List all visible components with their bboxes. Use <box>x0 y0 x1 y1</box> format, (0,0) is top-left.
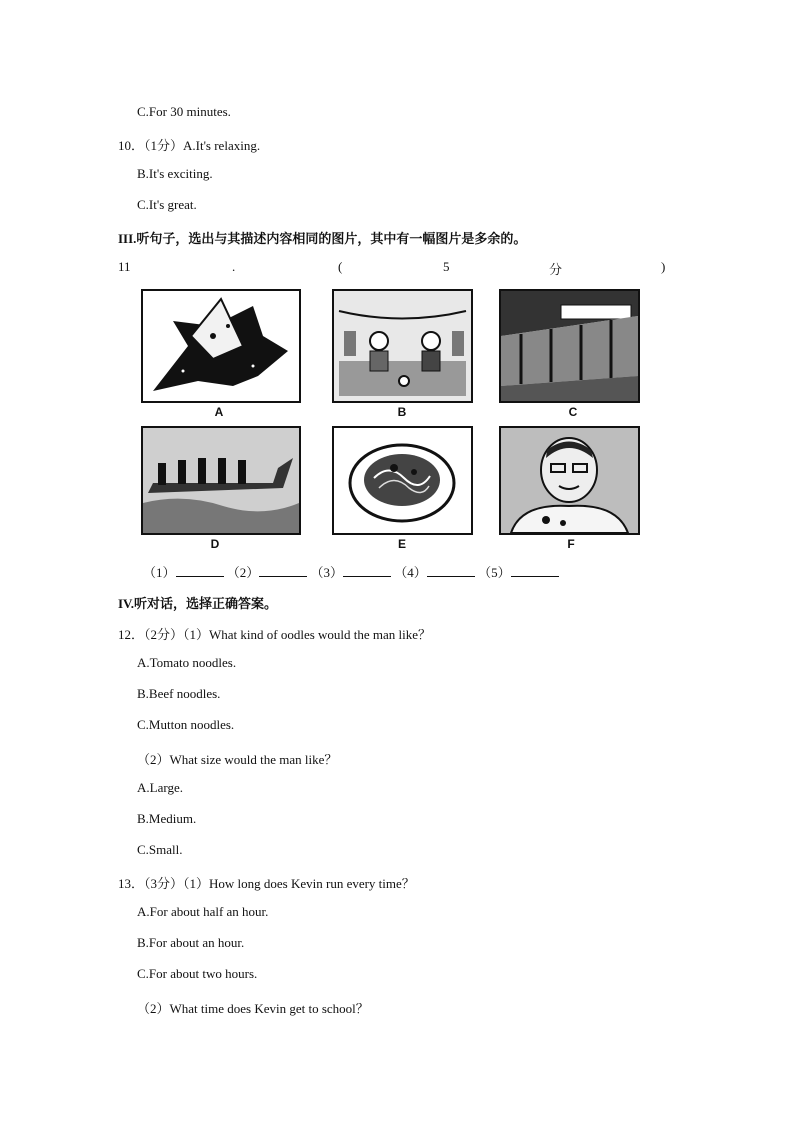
q13-option-c: C.For about two hours. <box>137 966 258 981</box>
picture-c <box>499 289 640 403</box>
picture-a <box>141 289 301 403</box>
q13-header: 13．（3分）（1）How long does Kevin run every time？ <box>118 876 415 891</box>
answer-2-label: （2） <box>226 565 260 580</box>
q11-dot: . <box>232 259 236 274</box>
q12-sub2-option-a: A.Large. <box>137 780 183 795</box>
zongzi-icon <box>143 291 299 401</box>
picture-b <box>332 289 473 403</box>
kids-playing-icon <box>334 291 471 401</box>
q11-answer-row <box>143 562 559 581</box>
subway-station-icon <box>501 291 638 401</box>
picture-d-label: D <box>210 537 220 551</box>
q13-sub2-question: （2）What time does Kevin get to school？ <box>137 1001 369 1016</box>
q12-option-a: A.Tomato noodles. <box>137 655 237 670</box>
answer-3-label: （3） <box>310 565 344 580</box>
q12-option-c: C.Mutton noodles. <box>137 717 235 732</box>
picture-e-label: E <box>397 537 406 551</box>
q9-option-c: C.For 30 minutes. <box>137 104 231 119</box>
q11-paren-close: ) <box>661 259 666 274</box>
q11-number: 11 <box>118 259 131 274</box>
answer-5-blank[interactable] <box>511 564 559 577</box>
answer-4-label: （4） <box>394 565 427 580</box>
q13-option-b: B.For about an hour. <box>137 935 245 950</box>
answer-4-blank[interactable] <box>427 564 475 577</box>
picture-e <box>332 426 473 535</box>
answer-2-blank[interactable] <box>259 564 307 577</box>
q12-sub2-question: （2）What size would the man like？ <box>137 752 338 767</box>
noodles-plate-icon <box>334 428 471 533</box>
q10-option-b: B.It's exciting. <box>137 166 213 181</box>
q13-option-a: A.For about half an hour. <box>137 904 269 919</box>
q10-header: 10．（1分）A.It's relaxing. <box>118 138 261 153</box>
picture-c-label: C <box>568 405 578 419</box>
answer-1-blank[interactable] <box>176 564 224 577</box>
q12-header: 12．（2分）（1）What kind of oodles would the man like？ <box>118 627 432 642</box>
answer-1-label: （1） <box>143 565 176 580</box>
dragon-boat-icon <box>143 428 299 533</box>
answer-5-label: （5） <box>478 565 511 580</box>
q11-score: 5 <box>443 259 450 274</box>
picture-a-label: A <box>214 405 224 419</box>
section-3-title: III.听句子，选出与其描述内容相同的图片，其中有一幅图片是多余的。 <box>118 231 527 246</box>
picture-f-label: F <box>567 537 575 551</box>
picture-b-label: B <box>397 405 407 419</box>
q11-unit: 分 <box>549 262 563 277</box>
section-4-title: IV.听对话，选择正确答案。 <box>118 596 278 611</box>
astronaut-icon <box>501 428 638 533</box>
q12-option-b: B.Beef noodles. <box>137 686 221 701</box>
q10-option-c: C.It's great. <box>137 197 197 212</box>
picture-d <box>141 426 301 535</box>
q12-sub2-option-c: C.Small. <box>137 842 183 857</box>
picture-f <box>499 426 640 535</box>
answer-3-blank[interactable] <box>343 564 391 577</box>
q11-paren-open: ( <box>338 259 343 274</box>
q12-sub2-option-b: B.Medium. <box>137 811 197 826</box>
